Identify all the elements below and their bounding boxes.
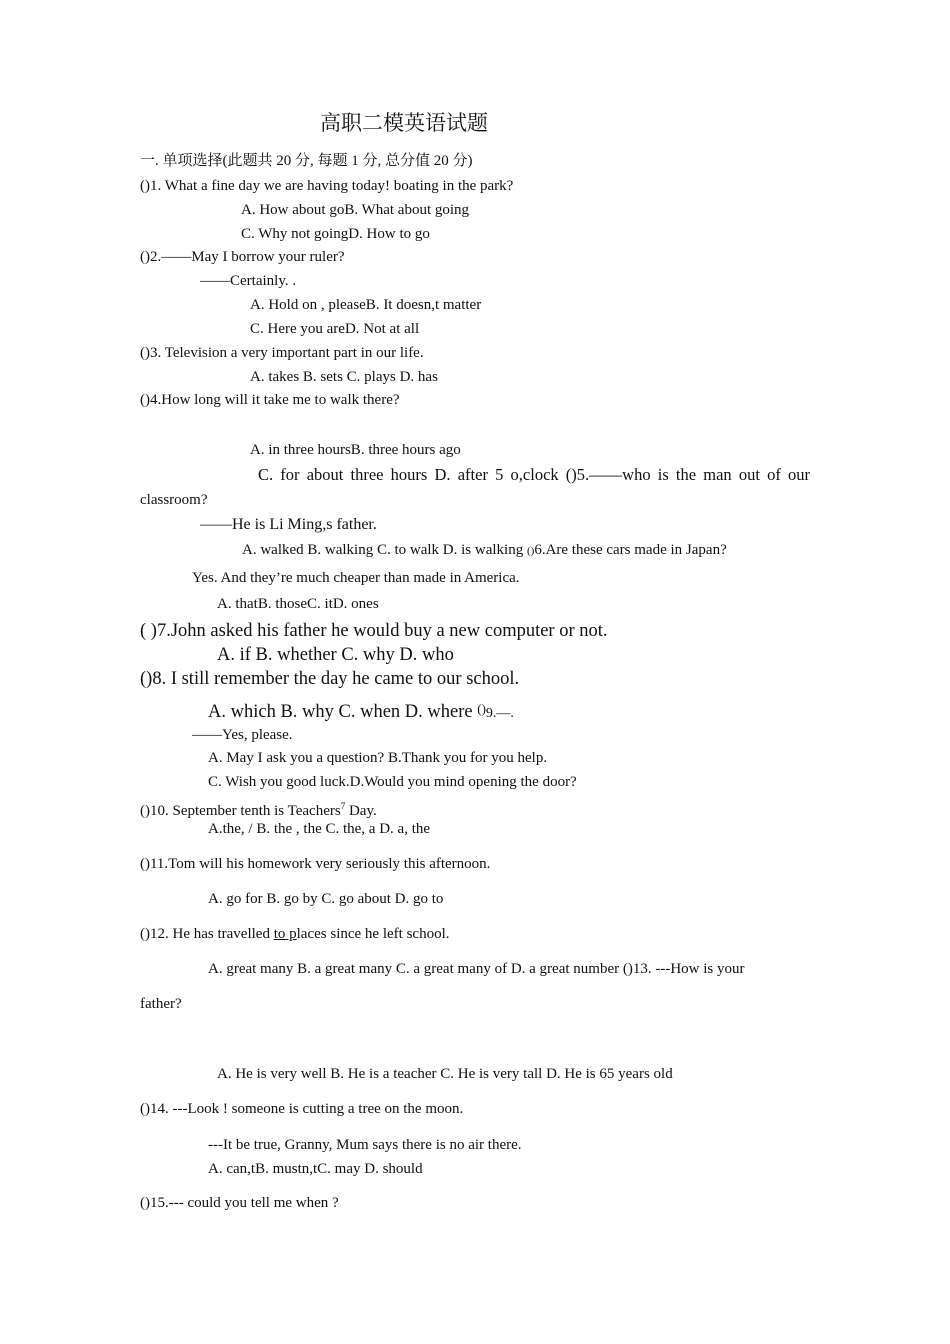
q10-stem-sup: 7: [340, 801, 346, 811]
q5-stem-cont: classroom?: [140, 492, 208, 508]
q8-options: A. which B. why C. when D. where: [208, 702, 473, 722]
q10-stem: [140, 796, 377, 821]
page-title: 高职二模英语试题: [320, 111, 488, 135]
q14-reply: ---It be true, Granny, Mum says there is no air there.: [208, 1137, 522, 1153]
q2-stem: ()2.——May I borrow your ruler?: [140, 249, 345, 265]
q6-options: A. thatB. thoseC. itD. ones: [217, 596, 379, 612]
q10-options: A.the, / B. the , the C. the, a D. a, the: [208, 821, 431, 837]
q13-options: A. He is very well B. He is a teacher C. He is very tall D. He is 65 years old: [217, 1066, 673, 1082]
q9-stem: 9.—.: [485, 706, 514, 721]
q4-options-ab: A. in three hoursB. three hours ago: [250, 442, 461, 458]
q5-options: A. walked B. walking C. to walk D. is walking: [242, 542, 524, 558]
q14-stem: ()14. ---Look ! someone is cutting a tree on the moon.: [140, 1101, 464, 1117]
q6-paren: (): [526, 545, 535, 557]
q10-stem-b: Day.: [345, 803, 377, 819]
q11-stem: ()11.Tom will his homework very seriously this afternoon.: [140, 856, 491, 872]
q12-stem-underlined: to p: [273, 926, 297, 942]
q9-paren: (): [477, 701, 486, 716]
q1-options-ab: A. How about goB. What about going: [241, 202, 470, 218]
q13-stem-cont: father?: [140, 996, 182, 1012]
q6-stem: 6.Are these cars made in Japan?: [534, 542, 727, 558]
q4-options-cd-q5-stem: C. for about three hours D. after 5 o,clock ()5.——who is the man out of our: [258, 465, 810, 484]
q9-options-cd: C. Wish you good luck.D.Would you mind opening the door?: [208, 774, 577, 790]
q12-options-q13: A. great many B. a great many C. a great many of D. a great number ()13. ---How is your: [208, 961, 745, 977]
q8-stem: ()8. I still remember the day he came to our school.: [140, 669, 520, 689]
q1-options-cd: C. Why not goingD. How to go: [241, 226, 430, 242]
q2-options-ab: A. Hold on , pleaseB. It doesn,t matter: [250, 297, 482, 313]
q2-reply: ——Certainly. .: [200, 273, 297, 289]
q5-options-q6: [242, 540, 727, 561]
q12-stem: [140, 924, 449, 944]
q1-stem: ()1. What a fine day we are having today! boating in the park?: [140, 178, 514, 194]
q3-options: A. takes B. sets C. plays D. has: [250, 369, 438, 385]
q10-stem-a: ()10. September tenth is Teachers: [140, 803, 341, 819]
section-heading: 一. 单项选择(此题共 20 分, 每题 1 分, 总分值 20 分): [140, 153, 473, 169]
q7-stem: ( )7.John asked his father he would buy a new computer or not.: [140, 621, 608, 641]
q5-reply: ——He is Li Ming,s father.: [200, 516, 377, 533]
q7-options: A. if B. whether C. why D. who: [217, 645, 454, 665]
q11-options: A. go for B. go by C. go about D. go to: [208, 891, 444, 907]
q12-stem-b: laces since he left school.: [296, 926, 450, 942]
q3-stem: ()3. Television a very important part in our life.: [140, 345, 424, 361]
q8-options-q9: [208, 697, 514, 726]
q9-options-ab: A. May I ask you a question? B.Thank you for you help.: [208, 750, 548, 766]
q14-options: A. can,tB. mustn,tC. may D. should: [208, 1161, 423, 1177]
q4-stem: ()4.How long will it take me to walk there?: [140, 392, 400, 408]
q12-stem-a: ()12. He has travelled: [140, 926, 274, 942]
q9-reply: ——Yes, please.: [192, 727, 293, 743]
q2-options-cd: C. Here you areD. Not at all: [250, 321, 420, 337]
q6-reply: Yes. And they’re much cheaper than made in America.: [192, 570, 520, 586]
q15-stem: ()15.--- could you tell me when ?: [140, 1195, 339, 1211]
